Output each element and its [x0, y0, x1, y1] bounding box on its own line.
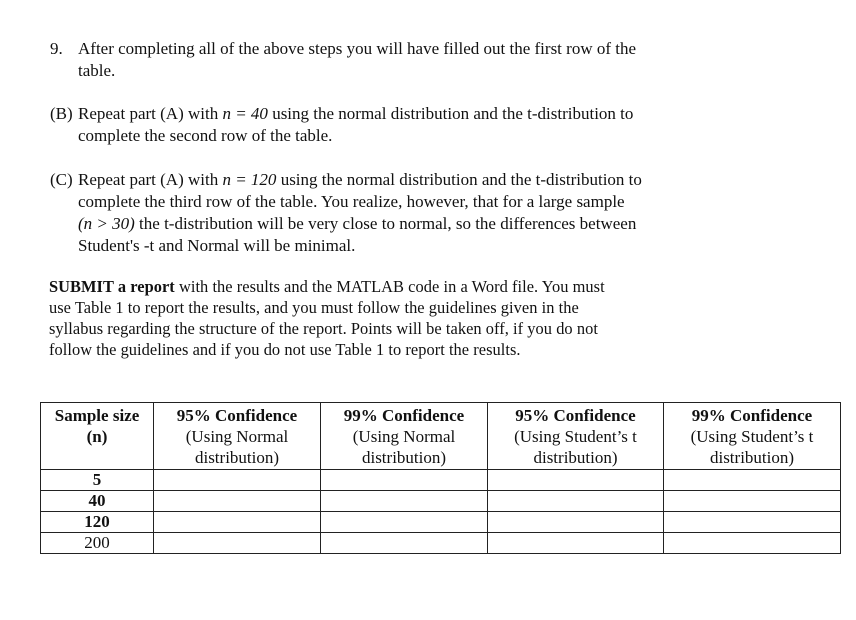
table-row	[41, 470, 841, 491]
table-row	[41, 533, 841, 554]
header-95-student: 95% Confidence (Using Student’s t distribution)	[488, 403, 664, 470]
step-9-line2: table.	[78, 61, 116, 80]
step-number: 9.	[50, 39, 63, 58]
table-row	[41, 491, 841, 512]
submit-line3: syllabus regarding the structure of the report. Points will be taken off, if you do not	[49, 319, 598, 338]
submit-instructions	[49, 276, 739, 360]
result-cell[interactable]	[321, 470, 488, 491]
part-c-line3-math: (n > 30)	[78, 214, 135, 233]
submit-bold: SUBMIT a report	[49, 277, 175, 296]
sample-size-cell: 40	[41, 491, 154, 512]
part-b-line2: complete the second row of the table.	[78, 126, 333, 145]
header-99-normal: 99% Confidence (Using Normal distribution)	[321, 403, 488, 470]
header-95-normal: 95% Confidence (Using Normal distribution)	[154, 403, 321, 470]
submit-line1: with the results and the MATLAB code in a Word file. You must	[174, 277, 605, 296]
step-9	[50, 38, 750, 82]
result-cell[interactable]	[488, 470, 664, 491]
part-c-line3: the t-distribution will be very close to normal, so the differences between	[134, 214, 637, 233]
result-cell[interactable]	[154, 491, 321, 512]
result-cell[interactable]	[154, 512, 321, 533]
part-b-pre: Repeat part (A) with	[78, 104, 223, 123]
header-99-student: 99% Confidence (Using Student’s t distribution)	[664, 403, 841, 470]
result-cell[interactable]	[488, 512, 664, 533]
result-cell[interactable]	[154, 470, 321, 491]
submit-line4: follow the guidelines and if you do not use Table 1 to report the results.	[49, 340, 521, 359]
part-c-post: using the normal distribution and the t-distribution to	[276, 170, 642, 189]
part-c-line2: complete the third row of the table. You realize, however, that for a large sample	[78, 192, 625, 211]
result-cell[interactable]	[488, 533, 664, 554]
part-c-label: (C)	[50, 170, 73, 189]
result-cell[interactable]	[664, 533, 841, 554]
part-b-post: using the normal distribution and the t-distribution to	[267, 104, 634, 123]
header-sample-size: Sample size (n)	[41, 403, 154, 470]
part-b	[50, 103, 750, 147]
part-c-line4: Student's -t and Normal will be minimal.	[78, 236, 356, 255]
part-c-pre: Repeat part (A) with	[78, 170, 223, 189]
part-b-label: (B)	[50, 104, 73, 123]
result-cell[interactable]	[321, 491, 488, 512]
table-row	[41, 512, 841, 533]
sample-size-cell: 120	[41, 512, 154, 533]
results-table	[40, 402, 841, 554]
part-c	[50, 169, 750, 257]
step-9-line1: After completing all of the above steps you will have filled out the first row of the	[78, 39, 637, 58]
part-b-math: n = 40	[222, 104, 268, 123]
part-c-math: n = 120	[222, 170, 277, 189]
result-cell[interactable]	[321, 533, 488, 554]
submit-line2: use Table 1 to report the results, and you must follow the guidelines given in the	[49, 298, 579, 317]
result-cell[interactable]	[664, 512, 841, 533]
result-cell[interactable]	[664, 470, 841, 491]
result-cell[interactable]	[664, 491, 841, 512]
result-cell[interactable]	[321, 512, 488, 533]
result-cell[interactable]	[154, 533, 321, 554]
sample-size-cell: 200	[41, 533, 154, 554]
table-header-row	[41, 403, 841, 470]
sample-size-cell: 5	[41, 470, 154, 491]
result-cell[interactable]	[488, 491, 664, 512]
